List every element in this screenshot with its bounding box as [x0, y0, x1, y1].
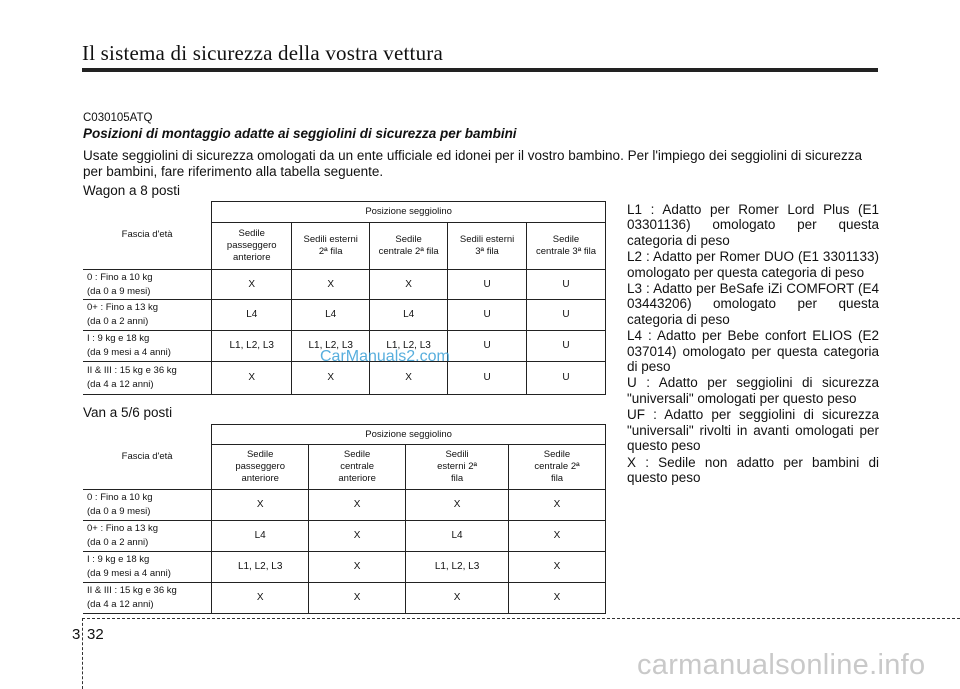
row-header: [83, 331, 212, 362]
table-cell: X: [509, 583, 606, 614]
page-number: 32: [87, 626, 104, 643]
table-row: [83, 583, 606, 614]
row-age: (da 4 a 12 anni): [87, 379, 154, 390]
table-cell: L4: [370, 300, 448, 331]
table-cell: X: [406, 583, 509, 614]
position-header: Posizione seggiolino: [212, 425, 606, 445]
row-weight: 0+ : Fino a 13 kg: [87, 302, 159, 313]
row-header: [83, 270, 212, 300]
overlay-watermark: CarManuals2.com: [320, 348, 450, 365]
table-cell: X: [212, 583, 309, 614]
header-rule: [82, 68, 878, 72]
column-header: Sedile centrale 2ª fila: [509, 445, 606, 490]
footer-rule: [82, 618, 960, 619]
row-weight: 0+ : Fino a 13 kg: [87, 523, 159, 534]
legend-item: [627, 202, 879, 248]
legend-text: Sedile non adatto per bambini di questo peso: [627, 454, 879, 485]
row-age: (da 0 a 9 mesi): [87, 285, 151, 297]
row-header: [83, 521, 212, 552]
table-cell: L1, L2, L3: [370, 331, 448, 362]
row-header: [83, 552, 212, 583]
row-header: [83, 300, 212, 331]
row-header: [83, 583, 212, 614]
wagon-table-label: Wagon a 8 posti: [83, 183, 181, 198]
legend-key: L3 :: [627, 281, 650, 297]
table-row: [83, 521, 606, 552]
legend-text: Adatto per Bebe confort ELIOS (E2 037014) omologato per questa categoria di peso: [627, 328, 879, 375]
footer-divider: [82, 618, 84, 689]
van-table-label: Van a 5/6 posti: [83, 405, 173, 420]
row-weight: 0 : Fino a 10 kg: [87, 271, 153, 283]
table-cell: U: [527, 300, 606, 331]
legend-item: [627, 281, 879, 327]
table-cell: U: [448, 331, 527, 362]
row-header: [83, 362, 212, 395]
legend-key: X :: [627, 454, 649, 470]
table-cell: L1, L2, L3: [292, 331, 370, 362]
table-cell: L1, L2, L3: [212, 552, 309, 583]
table-cell: X: [406, 490, 509, 521]
row-age: (da 9 mesi a 4 anni): [87, 347, 171, 358]
table-cell: X: [309, 552, 406, 583]
row-header: [83, 490, 212, 521]
table-cell: X: [509, 521, 606, 552]
row-age: (da 0 a 2 anni): [87, 537, 149, 548]
table-row: [83, 552, 606, 583]
table-cell: L1, L2, L3: [406, 552, 509, 583]
legend-item: [627, 249, 879, 280]
section-code: C030105ATQ: [83, 112, 153, 124]
row-weight: II & III : 15 kg e 36 kg: [87, 365, 177, 376]
column-header: Sedile centrale 3ª fila: [527, 223, 606, 270]
table-cell: U: [527, 331, 606, 362]
column-header: Sedile centrale anteriore: [309, 445, 406, 490]
table-cell: X: [292, 270, 370, 300]
table-cell: X: [370, 362, 448, 395]
page-header-title: Il sistema di sicurezza della vostra vettura: [82, 41, 443, 65]
intro-paragraph: Usate seggiolini di sicurezza omologati da un ente ufficiale ed idonei per il vostro bambino. Per l'impiego dei seggiolini di sicurezza per bambini, fare riferimento alla tabella seguente.: [83, 148, 863, 179]
legend-item: [627, 375, 879, 406]
table-cell: L4: [406, 521, 509, 552]
legend-list: [627, 202, 879, 486]
table-cell: X: [309, 521, 406, 552]
table-cell: X: [212, 270, 292, 300]
footer-watermark: carmanualsonline.info: [637, 649, 926, 681]
row-age: (da 9 mesi a 4 anni): [87, 568, 171, 579]
van-seat-table: [83, 424, 606, 614]
row-age: (da 0 a 9 mesi): [87, 506, 151, 517]
table-row: [83, 300, 606, 331]
legend-key: L1 :: [627, 202, 655, 217]
column-header: Sedili esterni 2ª fila: [406, 445, 509, 490]
legend-key: L2 :: [627, 249, 650, 265]
legend-text: Adatto per Romer Lord Plus (E1 03301136) omologato per questa categoria di peso: [627, 202, 879, 248]
table-cell: X: [370, 270, 448, 300]
table-row: [83, 490, 606, 521]
table-cell: L4: [212, 521, 309, 552]
table-cell: U: [448, 270, 527, 300]
legend-item: [627, 407, 879, 453]
legend-item: [627, 328, 879, 374]
legend-text: Adatto per seggiolini di sicurezza "universali" omologati per questo peso: [627, 375, 879, 406]
table-cell: L4: [212, 300, 292, 331]
table-cell: U: [448, 362, 527, 395]
table-cell: L1, L2, L3: [212, 331, 292, 362]
table-cell: U: [448, 300, 527, 331]
column-header: Sedile passeggero anteriore: [212, 223, 292, 270]
table-cell: U: [527, 362, 606, 395]
column-header: Sedili esterni 3ª fila: [448, 223, 527, 270]
table-row: [83, 270, 606, 300]
table-cell: X: [309, 490, 406, 521]
table-row: [83, 362, 606, 395]
legend-key: UF :: [627, 407, 657, 423]
legend-item: [627, 455, 879, 486]
row-age: (da 0 a 2 anni): [87, 316, 149, 327]
table-cell: X: [509, 552, 606, 583]
legend-text: Adatto per Romer DUO (E1 3301133) omologato per questa categoria di peso: [627, 249, 879, 280]
table-cell: X: [309, 583, 406, 614]
legend-text: Adatto per seggiolini di sicurezza "universali" rivolti in avanti omologati per questo peso: [627, 407, 880, 454]
legend-key: U :: [627, 375, 650, 391]
row-weight: II & III : 15 kg e 36 kg: [87, 585, 177, 596]
column-header: Sedile centrale 2ª fila: [370, 223, 448, 270]
age-header: Fascia d'età: [83, 425, 212, 490]
row-age: (da 4 a 12 anni): [87, 599, 154, 610]
column-header: Sedile passeggero anteriore: [212, 445, 309, 490]
table-cell: X: [212, 490, 309, 521]
row-weight: I : 9 kg e 18 kg: [87, 333, 150, 344]
legend-text: Adatto per BeSafe iZi COMFORT (E4 03443206) omologato per questa categoria di peso: [627, 281, 879, 327]
table-cell: L4: [292, 300, 370, 331]
table-cell: X: [292, 362, 370, 395]
table-cell: U: [527, 270, 606, 300]
table-cell: X: [212, 362, 292, 395]
row-weight: I : 9 kg e 18 kg: [87, 554, 150, 565]
row-weight: 0 : Fino a 10 kg: [87, 492, 153, 503]
position-header: Posizione seggiolino: [212, 202, 606, 223]
legend-key: L4 :: [627, 328, 652, 344]
age-header: Fascia d'età: [83, 202, 212, 270]
table-cell: X: [509, 490, 606, 521]
column-header: Sedili esterni 2ª fila: [292, 223, 370, 270]
section-subtitle: Posizioni di montaggio adatte ai seggiolini di sicurezza per bambini: [83, 126, 517, 141]
chapter-number: 3: [72, 626, 81, 643]
